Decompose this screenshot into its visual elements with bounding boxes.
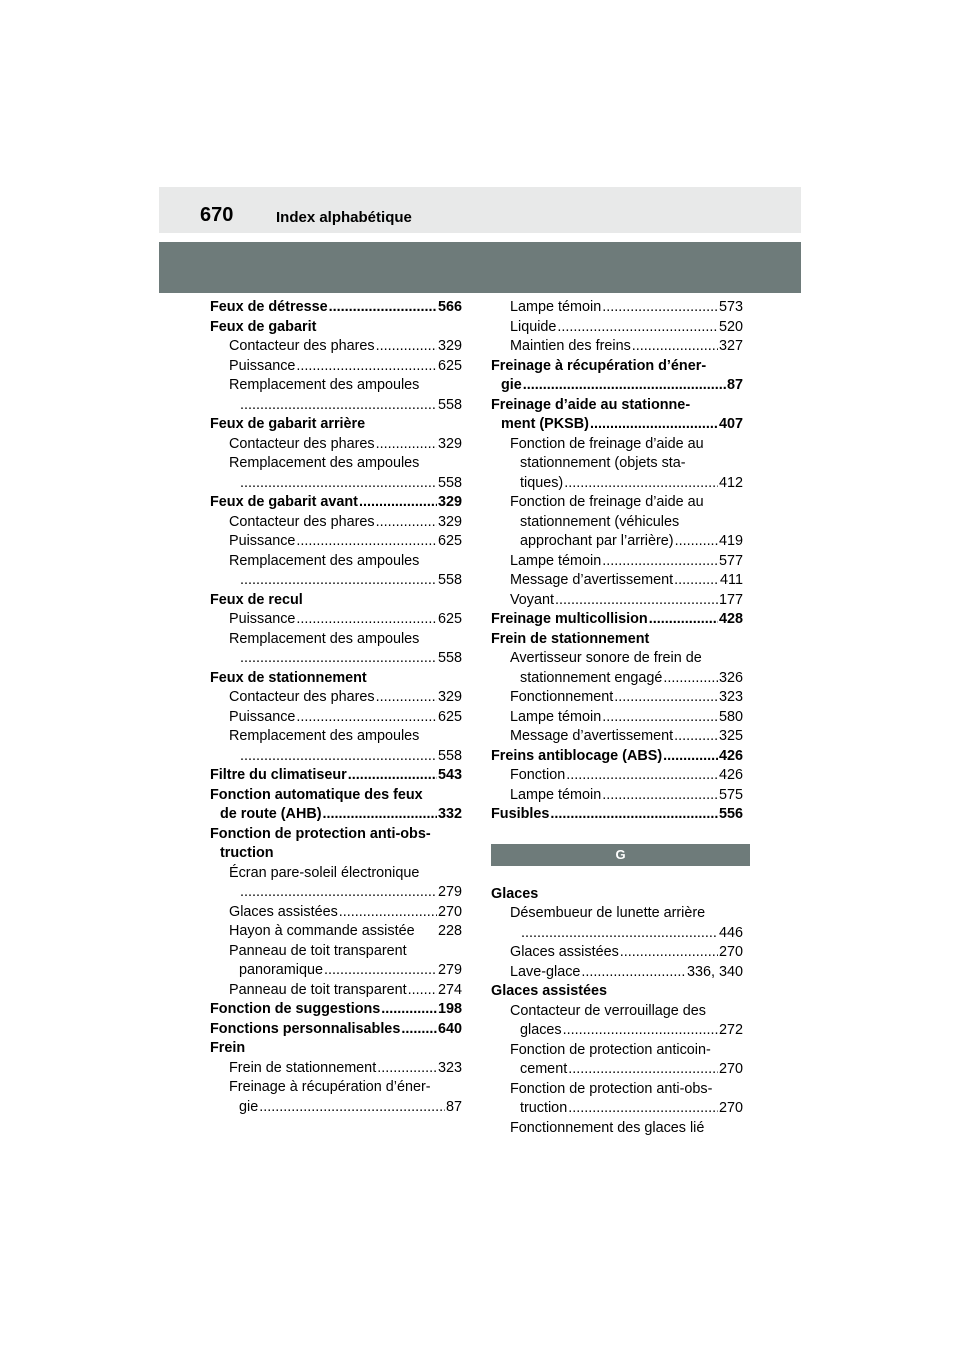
dot-leader: [359, 493, 437, 513]
page-reference[interactable]: 87: [445, 1098, 462, 1115]
entry-label: ment (PKSB): [501, 416, 589, 432]
dot-leader: [259, 1098, 445, 1118]
dot-leader: [555, 591, 718, 611]
entry-label: Panneau de toit transparent: [229, 981, 407, 998]
page-reference[interactable]: 325: [718, 728, 743, 744]
index-entry-sub: [210, 532, 462, 552]
page-reference[interactable]: 428: [718, 611, 743, 627]
dot-leader: [376, 688, 437, 708]
page-reference[interactable]: 580: [718, 708, 743, 725]
index-entry-sub: [210, 610, 462, 630]
index-entry-sub: [491, 298, 743, 318]
index-entry-sub: [491, 591, 743, 611]
dot-leader: [523, 376, 726, 396]
index-entry-sub: [210, 708, 462, 728]
index-heading: Feux de stationnement: [210, 669, 367, 686]
index-entry-sub: [210, 474, 462, 494]
entry-label: Freins antiblocage (ABS): [491, 747, 663, 764]
index-entry-main: [210, 493, 462, 513]
index-entry-sub: [491, 924, 743, 944]
entry-label: Fonctions personnalisables: [210, 1020, 401, 1037]
entry-label: gie: [239, 1098, 259, 1115]
page-reference[interactable]: 332: [437, 806, 462, 822]
index-entry-sub: [210, 649, 462, 669]
index-entry-main: [491, 610, 743, 630]
dot-leader: [568, 1060, 718, 1080]
dot-leader: [377, 1059, 437, 1079]
index-entry-sub: [491, 337, 743, 357]
entry-label: Puissance: [229, 357, 296, 374]
index-entry-sub: [210, 337, 462, 357]
entry-label: Puissance: [229, 533, 296, 549]
page-reference[interactable]: 270: [718, 1100, 743, 1116]
index-entry-sub: [210, 1059, 462, 1079]
index-subentry: Remplacement des ampoules: [229, 552, 420, 569]
index-group-g: [491, 885, 743, 1139]
entry-label: Glaces assistées: [229, 903, 338, 920]
index-heading: Feux de gabarit: [210, 318, 317, 335]
index-entry-sub: [491, 318, 743, 338]
index-heading: Feux de recul: [210, 591, 303, 608]
page-reference[interactable]: 543: [437, 767, 462, 783]
dot-leader: [674, 571, 719, 591]
index-heading: Frein de stationnement: [491, 630, 650, 647]
page-reference[interactable]: 270: [718, 1061, 743, 1077]
page-reference[interactable]: 558: [437, 396, 462, 413]
page-reference[interactable]: 329: [437, 338, 462, 354]
entry-label: Frein de stationnement: [229, 1059, 377, 1076]
entry-label: Fonction de suggestions: [210, 1001, 381, 1017]
entry-label: Contacteur des phares: [229, 689, 375, 705]
entry-label: Fusibles: [491, 806, 550, 822]
index-entry-sub: [491, 963, 743, 983]
index-entry-sub: [210, 396, 462, 416]
index-entry-sub: [491, 532, 743, 552]
page-reference[interactable]: 558: [437, 650, 462, 666]
index-entry-sub: [210, 961, 462, 981]
dot-leader: [240, 571, 437, 591]
page-reference[interactable]: 640: [437, 1020, 462, 1037]
page-reference[interactable]: 426: [718, 747, 743, 764]
index-subentry: Contacteur de verrouillage des: [510, 1002, 706, 1019]
dot-leader: [381, 1000, 437, 1020]
page-reference[interactable]: 625: [437, 357, 462, 374]
index-entry-sub: [491, 786, 743, 806]
index-entry-sub: [210, 435, 462, 455]
index-entry-sub: [491, 688, 743, 708]
dot-leader: [663, 669, 718, 689]
dot-leader: [296, 708, 437, 728]
index-entry-sub: [210, 922, 462, 942]
entry-label: Fonction: [510, 767, 566, 783]
dot-leader: [339, 903, 437, 923]
dot-leader: [240, 396, 437, 416]
index-heading: Glaces: [491, 885, 539, 902]
index-subentry: Fonction de protection anticoin-: [510, 1041, 711, 1058]
page-reference[interactable]: 556: [718, 806, 743, 822]
index-entry-sub: [210, 688, 462, 708]
dot-leader: [240, 747, 437, 767]
index-entry-sub: [210, 1098, 462, 1118]
dot-leader: [568, 1099, 718, 1119]
index-column-left: [210, 298, 462, 1117]
page-reference[interactable]: 326: [718, 669, 743, 686]
dot-leader: [296, 357, 437, 377]
page-reference[interactable]: 336, 340: [686, 963, 743, 980]
dot-leader: [296, 610, 437, 630]
letter-divider-g: G: [491, 844, 750, 866]
entry-label: truction: [520, 1100, 568, 1116]
page-reference[interactable]: 323: [437, 1059, 462, 1076]
index-entry-main: [491, 805, 743, 825]
page-reference[interactable]: 426: [718, 767, 743, 783]
page-reference[interactable]: 270: [437, 903, 462, 920]
index-entry-main: [210, 298, 462, 318]
page-reference[interactable]: 625: [437, 708, 462, 725]
index-entry-sub: [491, 1099, 743, 1119]
index-entry-sub: [491, 1060, 743, 1080]
entry-label: Fonctionnement: [510, 689, 614, 705]
dot-leader: [566, 766, 718, 786]
dot-leader: [581, 963, 686, 983]
index-subentry: Fonction de protection anti-obs-: [510, 1080, 713, 1097]
entry-label: Lave-glace: [510, 963, 581, 980]
index-subentry: Fonction de freinage d’aide au: [510, 494, 704, 510]
page-reference[interactable]: 566: [437, 299, 462, 315]
index-heading: Feux de gabarit arrière: [210, 416, 366, 432]
index-subentry: Remplacement des ampoules: [229, 630, 420, 647]
page-reference[interactable]: 279: [437, 884, 462, 900]
index-group-f-continued: [491, 298, 743, 825]
entry-label: Puissance: [229, 708, 296, 725]
index-heading: Fonction automatique des feux: [210, 786, 423, 803]
index-heading: truction: [220, 845, 274, 861]
index-entry-main: [210, 805, 462, 825]
page-reference[interactable]: 558: [437, 747, 462, 764]
entry-label: glaces: [520, 1022, 562, 1038]
index-subentry: Fonctionnement des glaces lié: [510, 1119, 705, 1136]
dot-leader: [620, 943, 718, 963]
entry-label: approchant par l’arrière): [520, 533, 674, 549]
index-entry-sub: [210, 981, 462, 1001]
index-entry-sub: [491, 943, 743, 963]
index-subentry: Avertisseur sonore de frein de: [510, 650, 702, 666]
dot-leader: [376, 513, 437, 533]
index-heading: Frein: [210, 1040, 246, 1056]
dot-leader: [649, 610, 718, 630]
entry-label: Message d’avertissement: [510, 728, 674, 744]
entry-label: gie: [501, 377, 522, 393]
dot-leader: [632, 337, 718, 357]
index-entry-main: [210, 1020, 462, 1040]
header-band: [159, 187, 801, 233]
index-heading: Freinage d’aide au stationne-: [491, 396, 691, 413]
entry-label: panoramique: [239, 962, 324, 978]
index-entry-sub: [491, 474, 743, 494]
entry-label: tiques): [520, 474, 564, 491]
entry-label: stationnement engagé: [520, 669, 663, 686]
dot-leader: [329, 298, 437, 318]
page-reference[interactable]: 577: [718, 552, 743, 569]
index-subentry: Désembueur de lunette arrière: [510, 905, 706, 921]
dot-leader: [376, 435, 437, 455]
page-reference[interactable]: 274: [437, 981, 462, 998]
index-heading: Freinage à récupération d’éner-: [491, 357, 707, 374]
page-reference[interactable]: 419: [718, 533, 743, 549]
page-reference[interactable]: 272: [718, 1022, 743, 1038]
index-entry-sub: [210, 571, 462, 591]
header-dark-band: [159, 242, 801, 293]
page-reference[interactable]: 407: [718, 416, 743, 432]
index-subentry: Remplacement des ampoules: [229, 728, 420, 744]
index-entry-main: [210, 1000, 462, 1020]
page-reference[interactable]: 573: [718, 299, 743, 315]
dot-leader: [296, 532, 437, 552]
entry-label: Maintien des freins: [510, 338, 631, 354]
entry-label: Lampe témoin: [510, 786, 602, 803]
index-subentry: Remplacement des ampoules: [229, 377, 420, 393]
page-reference[interactable]: 323: [718, 689, 743, 705]
entry-label: Lampe témoin: [510, 708, 602, 725]
dot-leader: [323, 805, 437, 825]
page-reference[interactable]: 575: [718, 786, 743, 803]
dot-leader: [602, 708, 718, 728]
entry-label: Liquide: [510, 318, 557, 335]
entry-label: Lampe témoin: [510, 552, 602, 569]
entry-label: Contacteur des phares: [229, 513, 375, 530]
index-subentry: Panneau de toit transparent: [229, 942, 407, 959]
page-reference[interactable]: 446: [718, 924, 743, 941]
page-reference[interactable]: 87: [726, 377, 743, 393]
entry-label: cement: [520, 1061, 568, 1077]
dot-leader: [240, 474, 437, 494]
entry-label: Filtre du climatiseur: [210, 767, 347, 783]
entry-label: Glaces assistées: [510, 944, 619, 960]
index-subentry: Remplacement des ampoules: [229, 455, 420, 471]
page-reference[interactable]: 327: [718, 338, 743, 354]
index-subentry: stationnement (véhicules: [520, 513, 680, 530]
page-reference[interactable]: 228: [437, 923, 462, 939]
entry-label: Contacteur des phares: [229, 435, 375, 452]
index-entry-main: [491, 415, 743, 435]
page-reference[interactable]: 558: [437, 474, 462, 491]
page-reference[interactable]: 198: [437, 1001, 462, 1017]
index-entry-sub: [491, 708, 743, 728]
page-number: 670: [200, 204, 234, 226]
page-reference[interactable]: 329: [437, 494, 462, 510]
dot-leader: [663, 747, 718, 767]
dot-leader: [590, 415, 718, 435]
page-reference[interactable]: 177: [718, 591, 743, 608]
index-entry-main: [210, 766, 462, 786]
index-heading: Glaces assistées: [491, 983, 608, 999]
dot-leader: [240, 649, 437, 669]
index-entry-sub: [491, 1021, 743, 1041]
page-reference[interactable]: 625: [437, 611, 462, 627]
dot-leader: [240, 883, 437, 903]
index-subentry: Écran pare-soleil électronique: [229, 864, 420, 881]
index-entry-sub: [210, 513, 462, 533]
index-entry-sub: [210, 883, 462, 903]
dot-leader: [563, 1021, 718, 1041]
index-entry-main: [491, 747, 743, 767]
dot-leader: [614, 688, 718, 708]
entry-label: Puissance: [229, 611, 296, 627]
index-subentry: stationnement (objets sta-: [520, 455, 686, 471]
dot-leader: [521, 924, 718, 944]
dot-leader: [557, 318, 718, 338]
dot-leader: [401, 1020, 437, 1040]
index-heading: Fonction de protection anti-obs-: [210, 825, 431, 842]
index-subentry: Freinage à récupération d’éner-: [229, 1079, 431, 1095]
dot-leader: [675, 532, 718, 552]
page-reference[interactable]: 329: [437, 435, 462, 452]
index-entry-sub: [210, 357, 462, 377]
page-reference[interactable]: 279: [437, 962, 462, 978]
dot-leader: [348, 766, 437, 786]
page-reference[interactable]: 329: [437, 513, 462, 530]
dot-leader: [408, 981, 437, 1001]
entry-label: Voyant: [510, 591, 555, 608]
entry-label: Lampe témoin: [510, 299, 602, 315]
dot-leader: [564, 474, 718, 494]
index-entry-sub: [491, 571, 743, 591]
page-reference[interactable]: 329: [437, 689, 462, 705]
dot-leader: [674, 727, 718, 747]
entry-label: Feux de gabarit avant: [210, 494, 358, 510]
entry-label: Message d’avertissement: [510, 572, 674, 588]
entry-label: Hayon à commande assistée: [229, 923, 415, 939]
index-subentry: Fonction de freinage d’aide au: [510, 435, 704, 452]
index-entry-sub: [491, 766, 743, 786]
entry-label: Freinage multicollision: [491, 611, 648, 627]
section-title: Index alphabétique: [276, 209, 412, 226]
entry-label: de route (AHB): [220, 806, 322, 822]
page-reference[interactable]: 520: [718, 318, 743, 335]
entry-label: Feux de détresse: [210, 299, 328, 315]
dot-leader: [602, 552, 718, 572]
page-reference[interactable]: 412: [718, 474, 743, 491]
dot-leader: [602, 298, 718, 318]
index-entry-sub: [491, 669, 743, 689]
page-reference[interactable]: 270: [718, 944, 743, 960]
page-reference[interactable]: 411: [720, 572, 743, 588]
index-entry-main: [491, 376, 743, 396]
dot-leader: [602, 786, 718, 806]
entry-label: Contacteur des phares: [229, 338, 375, 354]
index-entry-sub: [210, 747, 462, 767]
index-entry-sub: [491, 727, 743, 747]
page-reference[interactable]: 625: [437, 533, 462, 549]
index-column-right: [491, 298, 743, 1138]
dot-leader: [550, 805, 718, 825]
index-entry-sub: [491, 552, 743, 572]
page-reference[interactable]: 558: [437, 572, 462, 588]
dot-leader: [324, 961, 437, 981]
dot-leader: [376, 337, 437, 357]
index-entry-sub: [210, 903, 462, 923]
